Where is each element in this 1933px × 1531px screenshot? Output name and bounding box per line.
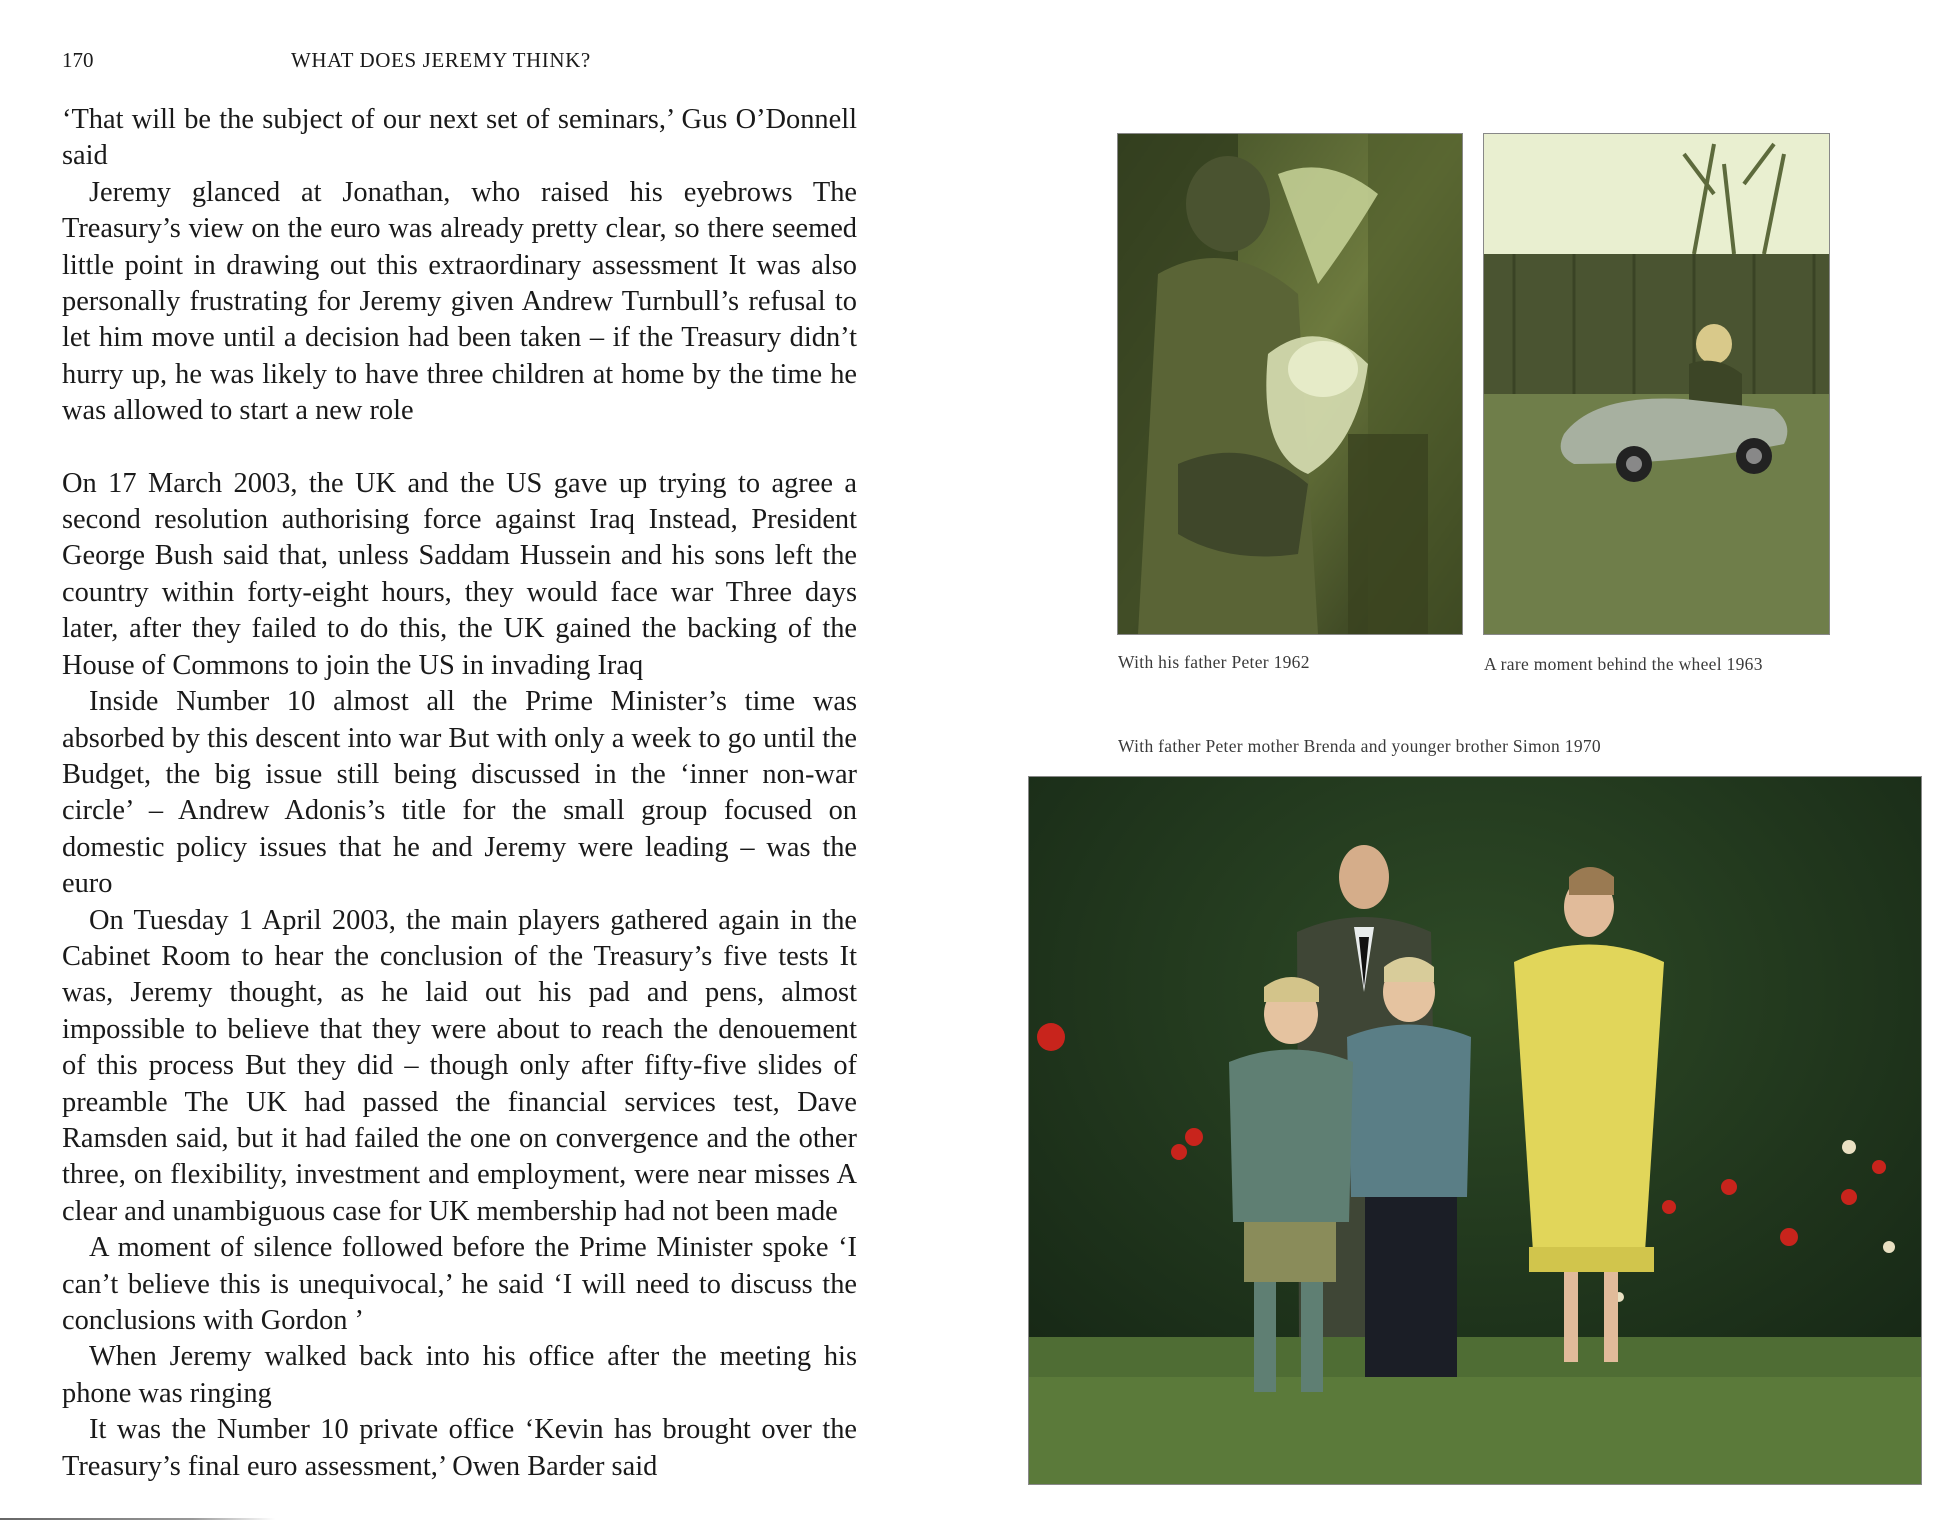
paragraph: On 17 March 2003, the UK and the US gave up trying to agree a second resolution authorising force against Iraq Instead, President George Bush said that, unless Saddam Hussein and his sons left the country within forty-eight hours, they would face war Three days later, after they failed to do this, the UK gained the backing of the House of Commons to join the US in invading Iraq [62,467,857,681]
paragraph: When Jeremy walked back into his office after the meeting his phone was ringing [62,1341,857,1409]
body-text [62,102,857,1485]
photo-caption: With father Peter mother Brenda and younger brother Simon 1970 [1118,736,1601,756]
paragraph: Jeremy glanced at Jonathan, who raised his eyebrows The Treasury’s view on the euro was already pretty clear, so there seemed little point in drawing out this extraordinary assessment It was also personally frustrating for Jeremy given Andrew Turnbull’s refusal to let him move until a decision had been taken – if the Treasury didn’t hurry up, he was likely to have three children at home by the time he was allowed to start a new role [62,176,857,427]
photo-father-and-baby [1117,133,1463,635]
section-break [62,430,857,466]
photo-caption: A rare moment behind the wheel 1963 [1484,654,1763,674]
photo-father-and-baby-icon [1118,134,1462,634]
running-head [62,48,862,78]
running-title: WHAT DOES JEREMY THINK? [291,48,591,72]
page-edge-rule [0,1518,275,1520]
paragraph: ‘That will be the subject of our next set of seminars,’ Gus O’Donnell said [62,104,857,172]
photo-family-garden-icon [1029,777,1921,1484]
photo-pedal-car-icon [1484,134,1829,634]
page-number: 170 [62,48,94,72]
photo-caption: With his father Peter 1962 [1118,652,1310,672]
paragraph: On Tuesday 1 April 2003, the main players gathered again in the Cabinet Room to hear the conclusion of the Treasury’s five tests It was, Jeremy thought, as he laid out his pad and pens, almost impossible to believe that they were about to reach the denouement of this process But they did – though only after fifty-five slides of preamble The UK had passed the financial services test, Dave Ramsden said, but it had failed the one on convergence and the other three, on flexibility, investment and employment, were near misses A clear and unambiguous case for UK membership had not been made [62,904,857,1227]
paragraph: It was the Number 10 private office ‘Kevin has brought over the Treasury’s final euro assessment,’ Owen Barder said [62,1414,857,1482]
paragraph: A moment of silence followed before the Prime Minister spoke ‘I can’t believe this is unequivocal,’ he said ‘I will need to discuss the conclusions with Gordon ’ [62,1232,857,1336]
photo-pedal-car [1483,133,1830,635]
photo-family-garden [1028,776,1922,1485]
paragraph: Inside Number 10 almost all the Prime Minister’s time was absorbed by this descent into war But with only a week to go until the Budget, the big issue still being discussed in the ‘inner non-war circle’ – Andrew Adonis’s title for the small group focused on domestic policy issues that he and Jeremy were leading – was the euro [62,686,857,900]
